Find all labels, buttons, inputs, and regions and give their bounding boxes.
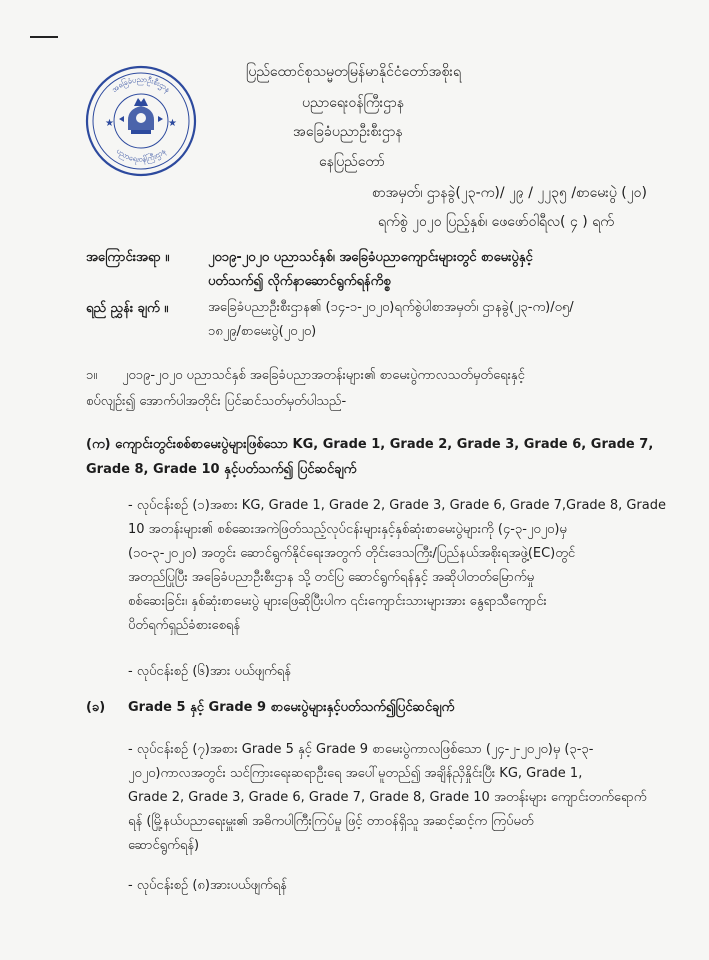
section-b-text-line: - လုပ်ငန်းစဉ် (၇)အစား Grade 5 နှင့် Grade 9 စာမေးပွဲကာလဖြစ်သော (၂၄-၂-၂၀၂၀)မှ (၃-၃- (128, 742, 594, 757)
section-b-bullet: - လုပ်ငန်းစဉ် (၈)အားပယ်ဖျက်ရန် (128, 878, 287, 893)
subject-text-line: ပတ်သက်၍ လိုက်နာဆောင်ရွက်ရန်ကိစ္စ (208, 274, 391, 289)
paragraph-text-line: စပ်လျဉ်း၍ အောက်ပါအတိုင်း ပြင်ဆင်သတ်မှတ်ပါသည်- (86, 394, 347, 409)
subject-text-line: ၂၀၁၉-၂၀၂၀ ပညာသင်နှစ်၊ အခြေခံပညာကျောင်းများတွင် စာမေးပွဲနှင့် (208, 250, 533, 265)
reference-text-line: အခြေခံပညာဦးစီးဌာန၏ (၁၄-၁-၂၀၂၀)ရက်စွဲပါစာအမှတ်၊ ဌာနခွဲ(၂၃-က)/၀၅/ (208, 300, 574, 315)
section-b-heading: Grade 5 နှင့် Grade 9 စာမေးပွဲများနှင့်ပတ်သက်၍ပြင်ဆင်ချက် (128, 700, 455, 715)
section-a-text-line: စစ်ဆေးခြင်း၊ နှစ်ဆုံးစာမေးပွဲ များဖြေဆိုပြီးပါက ၎င်းကျောင်းသားများအား နွေရာသီကျောင်း (128, 594, 547, 609)
reference-label: ရည် ညွှန်း ချက် ။ (86, 301, 169, 316)
section-a-bullet: - လုပ်ငန်းစဉ် (၆)အား ပယ်ဖျက်ရန် (128, 664, 291, 679)
header-department-name: အခြေခံပညာဦးစီးဌာန (293, 124, 403, 140)
header-ministry-name: ပညာရေးဝန်ကြီးဌာန (302, 95, 404, 111)
section-b-text-line: ၂၀၂၀)ကာလအတွင်း သင်ကြားရေးဆရာဦးရေ အပေါ်မူတည်၍ အချိန်ညှိနှိုင်းပြီး KG, Grade 1, (128, 766, 583, 781)
letter-date: ရက်စွဲ ၂၀၂၀ ပြည့်နှစ်၊ ဖေဖော်ဝါရီလ( ၄ ) ရက် (378, 214, 614, 230)
section-b-number: (ခ) (86, 700, 106, 715)
paragraph-number: ၁။ (86, 368, 98, 383)
section-a-text-line: အတည်ပြုပြီး အခြေခံပညာဦးစီးဌာန သို့ တင်ပြ ဆောင်ရွက်ရန်နှင့် အဆိုပါတတ်မြောက်မှု (128, 570, 535, 585)
section-a-text-line: ပိတ်ရက်ရှည်ခံစားစေရန် (128, 618, 241, 633)
section-a-heading: Grade 8, Grade 10 နှင့်ပတ်သက်၍ ပြင်ဆင်ချက် (86, 462, 357, 477)
svg-text:★: ★ (168, 118, 177, 129)
ministry-seal-logo (84, 64, 198, 178)
svg-text:အခြေခံပညာဦးစီးဌာန: အခြေခံပညာဦးစီးဌာန (109, 74, 173, 95)
reference-text-line: ၁၈၂၉/စာမေးပွဲ(၂၀၂၀) (208, 324, 317, 339)
corner-dash-mark (30, 36, 58, 38)
section-a-text-line: 10 အတန်းများ၏ စစ်ဆေးအကဲဖြတ်သည့်လုပ်ငန်းများနှင့်နှစ်ဆုံးစာမေးပွဲများကို (၄-၃-၂၀၂၀)မှ (128, 522, 567, 537)
header-city: နေပြည်တော် (319, 154, 385, 170)
section-a-text-line: - လုပ်ငန်းစဉ် (၁)အစား KG, Grade 1, Grade 2, Grade 3, Grade 6, Grade 7,Grade 8, Grade (128, 498, 666, 513)
section-b-text-line: ရန် (မြို့နယ်ပညာရေးမှူး၏ အဓိကပါကြီးကြပ်မှု ဖြင့် တာဝန်ရှိသူ အဆင့်ဆင့်က ကြပ်မတ် (128, 814, 534, 829)
section-b-text-line: ဆောင်ရွက်ရန်) (128, 838, 200, 853)
svg-text:★: ★ (105, 118, 114, 129)
subject-label: အကြောင်းအရာ ။ (86, 250, 170, 265)
section-b-text-line: Grade 2, Grade 3, Grade 6, Grade 7, Grade 8, Grade 10 အတန်းများ ကျောင်းတက်ရောက် (128, 790, 647, 805)
header-government-name: ပြည်ထောင်စုသမ္မတမြန်မာနိုင်ငံတော်အစိုးရ (246, 64, 461, 80)
letter-reference-number: စာအမှတ်၊ ဌာနခွဲ(၂၃-က)/ ၂၉ / ၂၂၃၅ /စာမေးပွဲ (၂၀) (372, 185, 647, 201)
paragraph-text-line: ၂၀၁၉-၂၀၂၀ ပညာသင်နှစ် အခြေခံပညာအတန်းများ၏ စာမေးပွဲကာလသတ်မှတ်ရေးနှင့် (122, 368, 525, 383)
svg-text:ပညာရေးဝန်ကြီးဌာန: ပညာရေးဝန်ကြီးဌာန (114, 146, 168, 164)
section-a-text-line: (၁၀-၃-၂၀၂၀) အတွင်း ဆောင်ရွက်နိုင်ရေးအတွက် တိုင်းဒေသကြီး/ပြည်နယ်အစိုးရအဖွဲ့(EC)တွင် (128, 546, 576, 561)
section-a-heading: (က) ကျောင်းတွင်းစစ်စာမေးပွဲများဖြစ်သော KG, Grade 1, Grade 2, Grade 3, Grade 6, Grade 7, (86, 437, 654, 452)
